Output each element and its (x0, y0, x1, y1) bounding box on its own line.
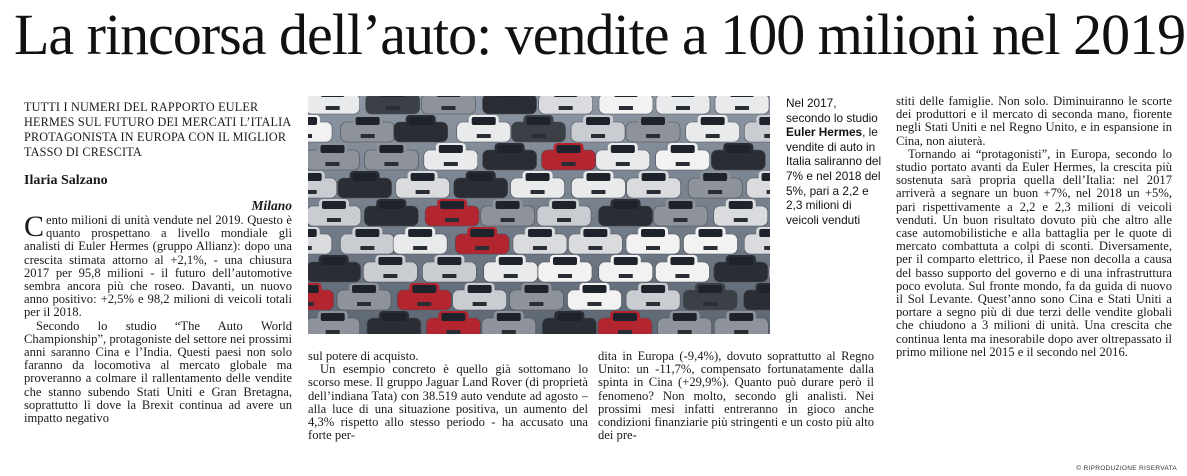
car-shape (421, 96, 475, 114)
copyright-notice: © RIPRODUZIONE RISERVATA (1076, 465, 1177, 472)
car-shape (483, 96, 537, 114)
paragraph: sul potere di acquisto. (308, 349, 419, 363)
article-column-2 (308, 350, 588, 442)
paragraph-text: ento milioni di unità vendute nel 2019. Questo è quanto prospettano a livello mondiale gli analisti di Euler Hermes (gruppo Allianz): dopo una crescita stimata attorno al +2,1%, - una chiusura 2017 per 95,8 milioni - il futuro dell’automotive sembra ancora più che roseo. Davanti, un nuovo anno positivo: +2,5% e 98,2 milioni di veicoli totali per il 2018. (24, 213, 292, 320)
headline: La rincorsa dell’auto: vendite a 100 milioni nel 2019 (14, 2, 1186, 67)
car-shape (366, 96, 420, 114)
car-shape (656, 96, 710, 114)
dateline-place: Milano (251, 198, 292, 213)
car-shape (308, 96, 360, 114)
paragraph: stiti delle famiglie. Non solo. Diminuiranno le scorte dei produttori e il mercato di seconda mano, fiorente negli Stati Uniti e nel Regno Unito, e in espansione in Cina, non aiuterà. (896, 94, 1172, 148)
byline: Ilaria Salzano (24, 173, 108, 188)
car-shape (599, 96, 653, 114)
caption-highlight: Euler Hermes (786, 125, 863, 140)
article-column-3 (598, 350, 874, 442)
caption-text: Nel 2017, secondo lo studio (786, 96, 878, 125)
article-column-1 (24, 210, 292, 426)
paragraph: Un esempio concreto è quello già sottomano lo scorso mese. Il gruppo Jaguar Land Rover (di proprietà dell’indiana Tata) con 38.519 auto vendute ad agosto – alla luce di una situazione positiva, un aumento del 4,3% rispetto allo stesso periodo - ha accusato una forte per- (308, 362, 588, 443)
paragraph (24, 210, 292, 320)
cars-photo-illustration (308, 96, 770, 334)
paragraph: Secondo lo studio “The Auto World Championship”, protagoniste del settore nei prossimi anni saranno Cina e l’India. Questi paesi non solo faranno da locomotiva al mercato globale ma proveranno a colmare il rallentamento delle vendite che stanno subendo Stati Uniti e Gran Bretagna, soprattutto lì dove la Brexit continua ad avere un impatto negativo (24, 318, 292, 426)
kicker: TUTTI I NUMERI DEL RAPPORTO EULER HERMES SUL FUTURO DEI MERCATI L’ITALIA PROTAGONISTA IN EUROPA CON IL MIGLIOR TASSO DI CRESCITA (24, 100, 291, 159)
photo-caption (786, 96, 884, 227)
car-shape (539, 96, 593, 114)
parked-cars-photo (308, 96, 770, 334)
drop-cap: C (24, 210, 45, 243)
article-column-4 (896, 95, 1172, 359)
paragraph: dita in Europa (-9,4%), dovuto soprattutto al Regno Unito: un -11,7%, compensato fortunatamente dalla spinta in Cina (+29,9%). Quanto può durare però il fenomeno? Non molto, secondo gli analisti. Nei prossimi mesi infatti entreranno in gioco anche condizioni finanziarie più stringenti e un costo più alto dei pre- (598, 349, 874, 443)
caption-text: , le vendite di auto in Italia saliranno del 7% e nel 2018 del 5%, pari a 2,2 e 2,3 milioni di veicoli venduti (786, 125, 882, 227)
paragraph: Tornando ai “protagonisti”, in Europa, secondo lo studio portato avanti da Euler Hermes, la crescita più sostenuta sarà propria quella dell’Italia: nel 2017 arriverà a segnare un buon +7%, nel 2018 un +5%, pari rispettivamente a 2,2 e 2,3 milioni di veicoli venduti. Un buon risultato dovuto più che altro alle case automobilistiche e alla battaglia per le quote di mercato combattuta a colpi di sconti. Diversamente, per il comparto elettrico, il Paese non decolla a causa del basso supporto del governo e di una infrastruttura poco evoluta. Sul fronte mondo, fa da guida di nuovo il Sol Levante. Quest’anno sono Cina e Stati Uniti a portare a segno più di due terzi delle vendite globali che chiudono a 3 milioni di unità. Una crescita che continua lenta ma inesorabile dopo aver oltrepassato il primo milione nel 2015 e il secondo nel 2016. (896, 146, 1172, 359)
car-shape (715, 96, 769, 114)
